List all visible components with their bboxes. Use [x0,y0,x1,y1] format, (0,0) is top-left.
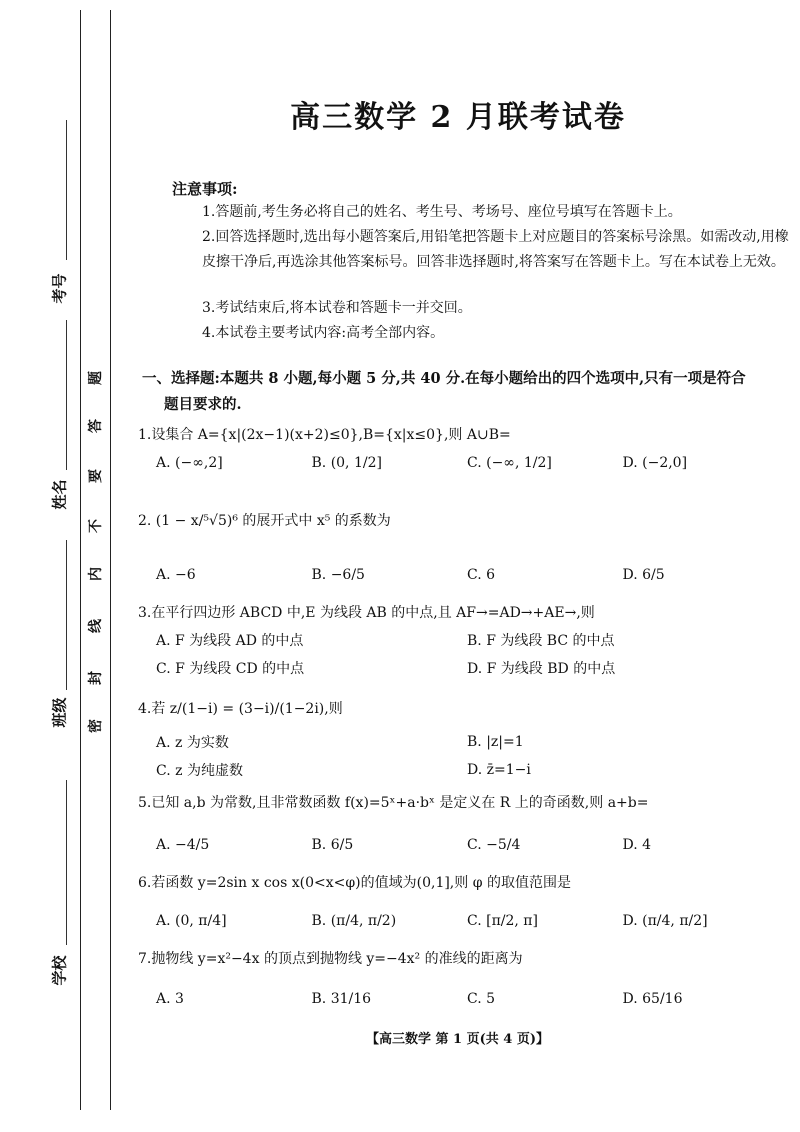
note-item: 1.答题前,考生务必将自己的姓名、考生号、考场号、座位号填写在答题卡上。 [202,204,682,220]
option-d: D. 4 [622,837,652,853]
option-c: C. 5 [467,991,496,1007]
question-stem: 5.已知 a,b 为常数,且非常数函数 f(x)=5ˣ+a·bˣ 是定义在 R 上的奇函数,则 a+b= [138,795,649,811]
question-stem: 2. (1 − x/⁵√5)⁶ 的展开式中 x⁵ 的系数为 [138,513,391,529]
seal-char: 封 [88,671,104,685]
option-a: A. −4/5 [156,837,210,853]
exam-no-label: 考号 [50,273,69,304]
question-5 [138,790,778,860]
question-stem: 6.若函数 y=2sin x cos x(0<x<φ)的值域为(0,1],则 φ 的取值范围是 [138,875,571,891]
name-label: 姓名 [50,479,69,510]
question-stem: 4.若 z/(1−i) = (3−i)/(1−2i),则 [138,701,343,717]
section-heading [142,366,778,418]
option-b: B. (0, 1/2] [311,455,382,471]
exam-no-fill-line [66,120,67,260]
option-a: A. (0, π/4] [156,913,227,929]
option-c: C. 6 [467,567,496,583]
question-stem: 7.抛物线 y=x²−4x 的顶点到抛物线 y=−4x² 的准线的距离为 [138,951,523,967]
option-d: D. F 为线段 BD 的中点 [467,661,616,677]
option-d: D. (−2,0] [622,455,688,471]
school-label: 学校 [50,955,69,986]
option-b: B. 31/16 [311,991,372,1007]
binding-margin [0,0,112,1132]
option-c: C. −5/4 [467,837,521,853]
option-d: D. 6/5 [622,567,665,583]
class-label: 班级 [50,697,69,728]
note-item: 4.本试卷主要考试内容:高考全部内容。 [202,325,445,341]
option-a: A. (−∞,2] [156,455,223,471]
question-1 [138,422,778,478]
option-d: D. z̄=1−i [467,762,531,778]
option-a: A. z 为实数 [156,735,229,751]
option-b: B. |z|=1 [467,734,524,750]
seal-char: 题 [88,371,104,385]
option-b: B. (π/4, π/2) [311,913,397,929]
option-b: B. F 为线段 BC 的中点 [467,633,615,649]
exam-title: 高三数学 2 月联考试卷 [290,100,626,135]
seal-char: 线 [88,619,104,633]
option-a: A. −6 [156,567,196,583]
question-2 [138,508,778,590]
question-stem: 3.在平行四边形 ABCD 中,E 为线段 AB 的中点,且 AF→=AD→+AE→,则 [138,605,595,621]
option-c: C. z 为纯虚数 [156,763,243,779]
class-fill-line [66,540,67,690]
note-item: 3.考试结束后,将本试卷和答题卡一并交回。 [202,300,472,316]
section-heading-line2: 题目要求的. [164,396,242,413]
seal-char: 密 [88,719,104,733]
section-heading-line1: 一、选择题:本题共 8 小题,每小题 5 分,共 40 分.在每小题给出的四个选项中,只有一项是符合 [142,370,746,387]
question-6 [138,870,778,936]
seal-char: 内 [88,567,104,581]
option-b: B. −6/5 [311,567,365,583]
option-c: C. F 为线段 CD 的中点 [156,661,305,677]
name-fill-line [66,320,67,470]
option-a: A. 3 [156,991,184,1007]
seal-char: 答 [88,419,104,433]
page-footer: 【高三数学 第 1 页(共 4 页)】 [366,1032,550,1047]
seal-char: 不 [88,519,104,533]
option-b: B. 6/5 [311,837,354,853]
question-7 [138,946,778,1014]
notes-heading: 注意事项: [172,180,238,198]
margin-outer-line [80,10,81,1110]
option-c: C. [π/2, π] [467,913,538,929]
school-fill-line [66,780,67,945]
note-item: 2.回答选择题时,选出每小题答案后,用铅笔把答题卡上对应题目的答案标号涂黑。如需改动,用橡皮擦干净后,再选涂其他答案标号。回答非选择题时,将答案写在答题卡上。写在本试卷上无效。 [202,229,789,270]
option-c: C. (−∞, 1/2] [467,455,552,471]
option-d: D. 65/16 [622,991,683,1007]
question-4 [138,696,778,784]
option-d: D. (π/4, π/2] [622,913,708,929]
question-stem: 1.设集合 A={x|(2x−1)(x+2)≤0},B={x|x≤0},则 A∪B= [138,427,511,443]
option-a: A. F 为线段 AD 的中点 [156,633,304,649]
question-3 [138,600,778,682]
margin-inner-line [110,10,111,1110]
seal-char: 要 [88,469,104,483]
